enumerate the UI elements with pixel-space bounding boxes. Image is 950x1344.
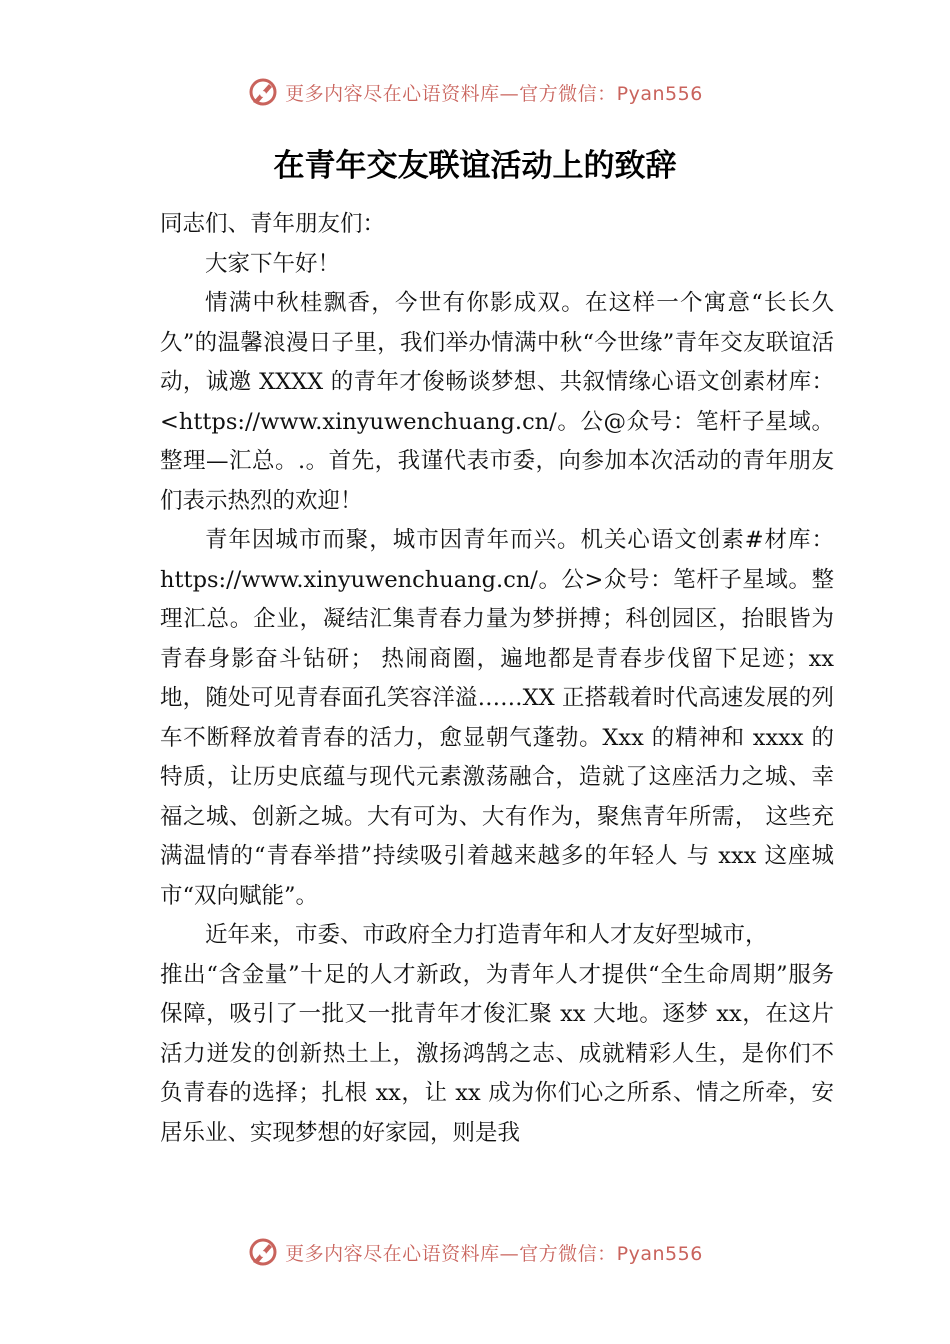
- greeting: 大家下午好！: [205, 250, 341, 277]
- paragraph-4: 推出“含金量”十足的人才新政，为青年人才提供“全生命周期”服务保障，吸引了一批又一批青年才俊汇聚 xx 大地。逐梦 xx，在这片活力迸发的创新热土上，激扬鸿鹄之志、成就精彩人生，是你们不负青春的选择；扎根 xx，让 xx 成为你们心之所系、情之所牵，安居乐业、实现梦想的好家园，则是我: [160, 961, 834, 1146]
- paragraph-3: 近年来，市委、市政府全力打造青年和人才友好型城市，: [205, 922, 768, 948]
- document-body: [160, 205, 834, 1153]
- watermark-text: 更多内容尽在心语资料库—官方微信：Pyan556: [285, 82, 703, 105]
- footer-watermark: [0, 1232, 950, 1272]
- watermark-text: 更多内容尽在心语资料库—官方微信：Pyan556: [285, 1242, 703, 1265]
- paragraph-2: 青年因城市而聚，城市因青年而兴。机关心语文创素#材库：https://www.xinyuwenchuang.cn/。公>众号：笔杆子星域。整理汇总。企业，凝结汇集青春力量为梦拼搏；科创园区，抬眼皆为青春身影奋斗钻研； 热闹商圈，遍地都是青春步伐留下足迹；xx 地，随处可见青春面孔笑容洋溢……XX 正搭载着时代高速发展的列车不断释放着青春的活力，愈显朝气蓬勃。Xxx 的精神和 xxxx 的特质，让历史底蕴与现代元素激荡融合，造就了这座活力之城、幸福之城、创新之城。大有可为、大有作为，聚焦青年所需， 这些充满温情的“青春举措”持续吸引着越来越多的年轻人 与 xxx 这座城市“双向赋能”。: [160, 527, 834, 909]
- brush-logo-icon: [247, 76, 279, 108]
- salutation: 同志们、青年朋友们：: [160, 211, 386, 237]
- document-title: 在青年交友联谊活动上的致辞: [273, 148, 677, 184]
- header-watermark: [0, 72, 950, 112]
- brush-logo-icon: [247, 1236, 279, 1268]
- paragraph-1: 情满中秋桂飘香，今世有你影成双。在这样一个寓意“长长久久”的温馨浪漫日子里，我们举办情满中秋“今世缘”青年交友联谊活动，诚邀 XXXX 的青年才俊畅谈梦想、共叙情缘心语文创素材库：<https://www.xinyuwenchuang.cn/。公@众号：笔杆子星域。整理—汇总。.。首先，我谨代表市委，向参加本次活动的青年朋友们表示热烈的欢迎！: [160, 290, 834, 514]
